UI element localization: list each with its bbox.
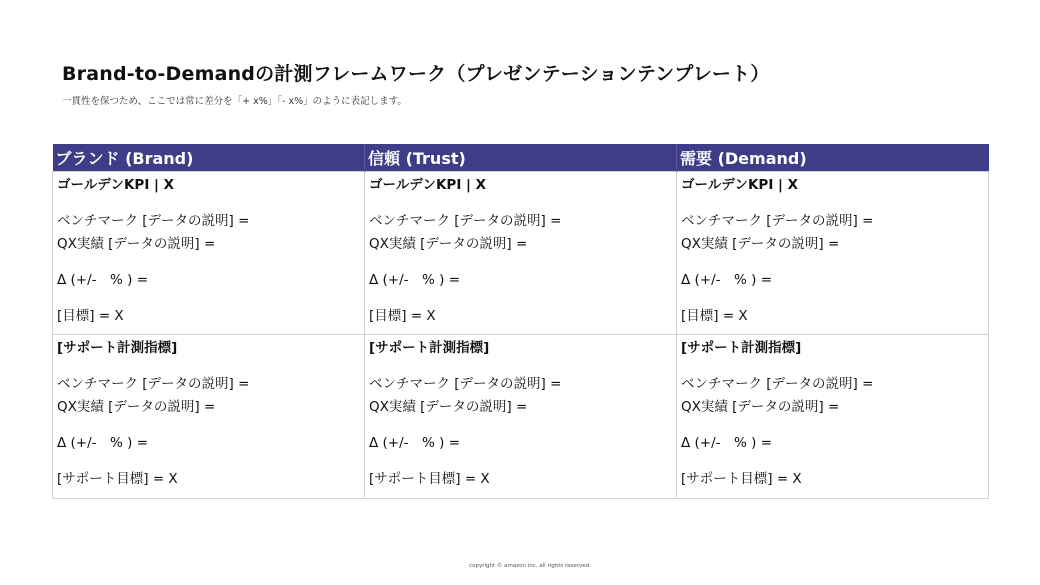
golden-kpi-row <box>53 171 989 334</box>
support-metric-title: [サポート計測指標] <box>681 339 802 356</box>
actual-line: QX実績 [データの説明] = <box>681 235 840 252</box>
delta-line: Δ (+/- % ) = <box>57 271 149 288</box>
golden-kpi-title: ゴールデンKPI | X <box>369 176 487 193</box>
column-header-trust: 信頼 (Trust) <box>365 144 677 171</box>
target-line: [サポート目標] = X <box>369 470 490 487</box>
delta-line: Δ (+/- % ) = <box>681 434 773 451</box>
benchmark-line: ベンチマーク [データの説明] = <box>57 375 250 392</box>
support-metric-row <box>53 334 989 498</box>
target-line: [サポート目標] = X <box>681 470 802 487</box>
actual-line: QX実績 [データの説明] = <box>57 235 216 252</box>
target-line: [目標] = X <box>369 307 436 324</box>
golden-kpi-title: ゴールデンKPI | X <box>681 176 799 193</box>
target-line: [目標] = X <box>57 307 124 324</box>
actual-line: QX実績 [データの説明] = <box>681 398 840 415</box>
target-line: [目標] = X <box>681 307 748 324</box>
trust-support-metric-cell <box>365 334 677 498</box>
demand-golden-kpi-cell <box>677 171 989 334</box>
actual-line: QX実績 [データの説明] = <box>369 235 528 252</box>
delta-line: Δ (+/- % ) = <box>369 434 461 451</box>
brand-support-metric-cell <box>53 334 365 498</box>
support-metric-title: [サポート計測指標] <box>57 339 178 356</box>
delta-line: Δ (+/- % ) = <box>369 271 461 288</box>
benchmark-line: ベンチマーク [データの説明] = <box>57 212 250 229</box>
benchmark-line: ベンチマーク [データの説明] = <box>369 375 562 392</box>
kpi-framework-table <box>52 144 989 499</box>
support-metric-title: [サポート計測指標] <box>369 339 490 356</box>
benchmark-line: ベンチマーク [データの説明] = <box>681 375 874 392</box>
copyright-footer: copyright © amazon inc. all rights reserved. <box>469 563 591 569</box>
benchmark-line: ベンチマーク [データの説明] = <box>681 212 874 229</box>
delta-line: Δ (+/- % ) = <box>57 434 149 451</box>
target-line: [サポート目標] = X <box>57 470 178 487</box>
trust-golden-kpi-cell <box>365 171 677 334</box>
golden-kpi-title: ゴールデンKPI | X <box>57 176 175 193</box>
actual-line: QX実績 [データの説明] = <box>57 398 216 415</box>
demand-support-metric-cell <box>677 334 989 498</box>
delta-line: Δ (+/- % ) = <box>681 271 773 288</box>
column-header-demand: 需要 (Demand) <box>677 144 989 171</box>
actual-line: QX実績 [データの説明] = <box>369 398 528 415</box>
brand-golden-kpi-cell <box>53 171 365 334</box>
benchmark-line: ベンチマーク [データの説明] = <box>369 212 562 229</box>
column-header-brand: ブランド (Brand) <box>53 144 365 171</box>
table-header-row <box>53 144 989 171</box>
page-subtitle: 一貫性を保つため、ここでは常に差分を「+ x%」「- x%」のように表記します。 <box>62 96 407 107</box>
page-title: Brand-to-Demandの計測フレームワーク（プレゼンテーションテンプレート） <box>62 63 770 85</box>
